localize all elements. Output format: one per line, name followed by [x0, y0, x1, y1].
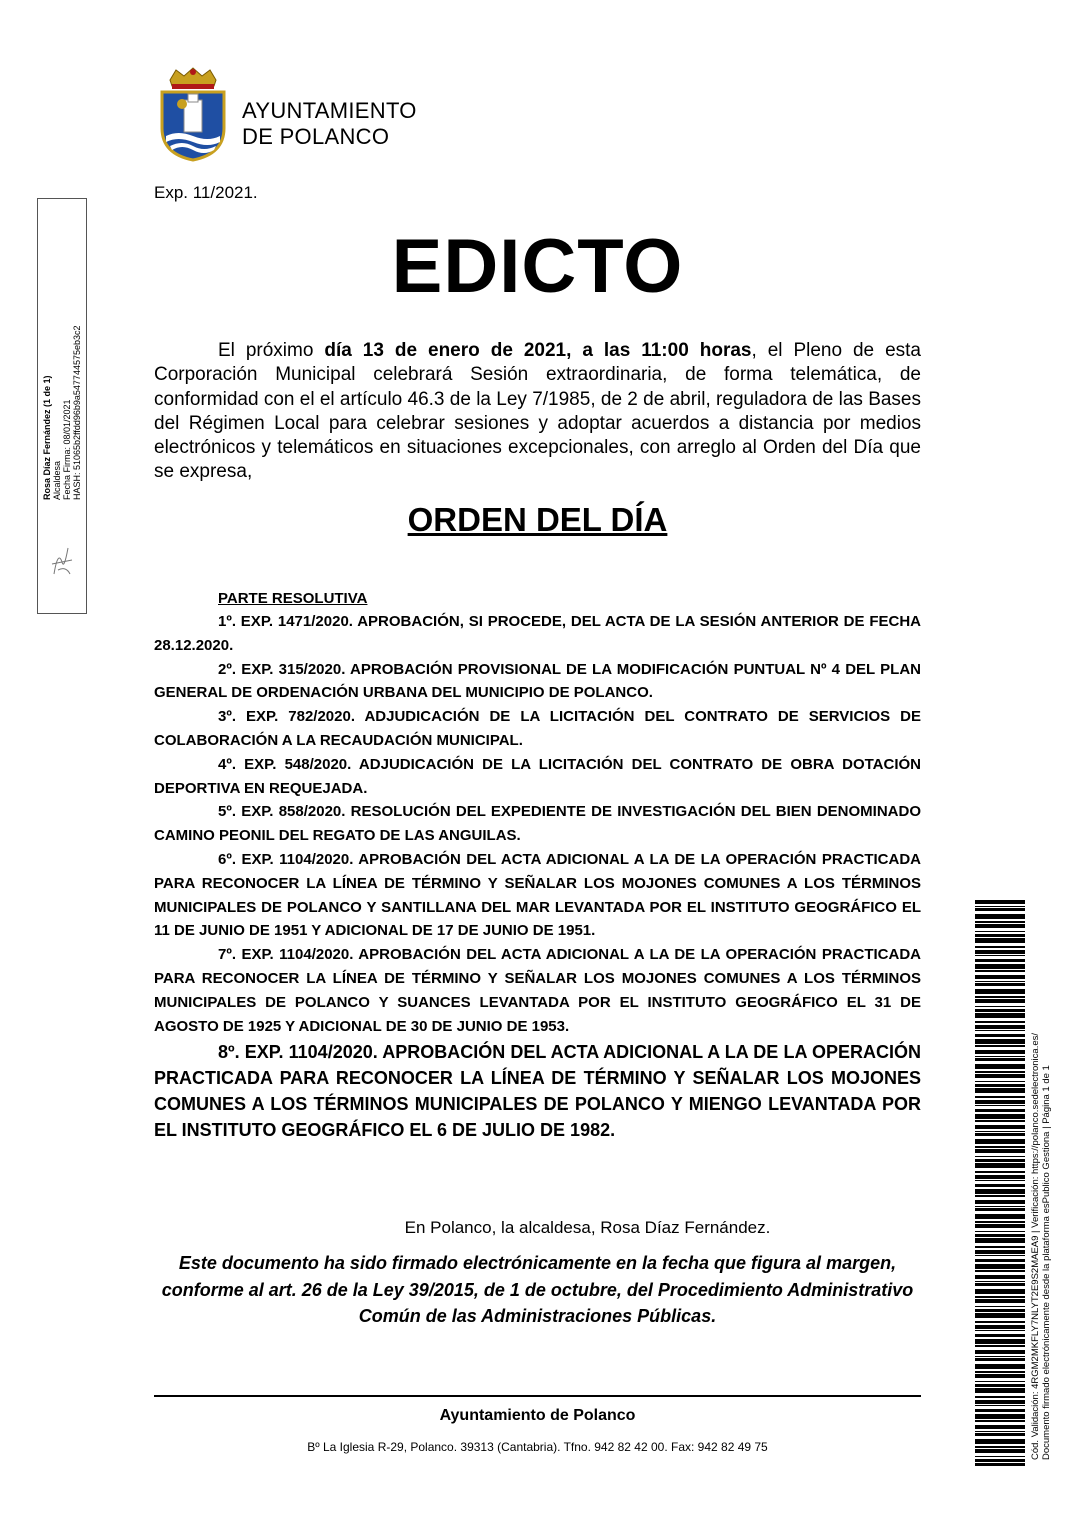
expediente-number: Exp. 11/2021. — [154, 183, 258, 202]
closing-signature-line: En Polanco, la alcaldesa, Rosa Díaz Fernández. — [404, 1218, 771, 1237]
barcode-icon — [975, 900, 1025, 1466]
agenda-item: 7º. EXP. 1104/2020. APROBACIÓN DEL ACTA ADICIONAL A LA DE LA OPERACIÓN PRACTICADA PARA RECONOCER LA LÍNEA DE TÉRMINO Y SEÑALAR LOS MOJONES COMUNES A LOS TÉRMINOS MUNICIPALES DE POLANCO Y SUANCES LEVANTADA POR EL INSTITUTO GEOGRÁFICO EL 31 DE AGOSTO DE 1925 Y ADICIONAL DE 30 DE JUNIO DE 1953. — [154, 946, 921, 1035]
signature-hash: HASH: 51065b2ffdd96b9a547744575eb3c2 — [72, 325, 82, 500]
agenda-list — [154, 588, 921, 1143]
electronic-signature-note: Este documento ha sido firmado electrónicamente en la fecha que figura al margen, conforme al art. 26 de la Ley 39/2015, de 1 de octubre, del Procedimiento Administrativo Común de las Administraciones Públicas. — [161, 1253, 914, 1326]
signer-name: Rosa Díaz Fernández (1 de 1) — [42, 375, 52, 500]
validation-platform: Documento firmado electrónicamente desde la plataforma esPublico Gestiona | Página 1 de 1 — [1041, 1065, 1052, 1460]
agenda-item: 1º. EXP. 1471/2020. APROBACIÓN, SI PROCEDE, DEL ACTA DE LA SESIÓN ANTERIOR DE FECHA 28.12.2020. — [154, 613, 921, 654]
signer-role: Alcaldesa — [52, 460, 62, 500]
handwritten-signature-icon — [48, 540, 76, 580]
coat-of-arms-icon — [158, 66, 228, 162]
signature-margin-text — [42, 326, 82, 501]
org-name-line1: AYUNTAMIENTO — [242, 98, 417, 123]
org-name-line2: DE POLANCO — [242, 124, 390, 149]
validation-code: Cód. Validación: 4RGM2MKFLY7NLYT2E9S2MAEA9 | Verificación: https://polanco.sedelectronica.es/ — [1030, 1032, 1041, 1460]
agenda-title: ORDEN DEL DÍA — [407, 501, 668, 538]
footer-divider — [154, 1395, 921, 1397]
signature-date: Fecha Firma: 08/01/2021 — [62, 399, 72, 500]
footer-organization: Ayuntamiento de Polanco — [439, 1407, 636, 1424]
intro-session-date: día 13 de enero de 2021, a las 11:00 horas — [324, 340, 752, 361]
agenda-item: 8º. EXP. 1104/2020. APROBACIÓN DEL ACTA ADICIONAL A LA DE LA OPERACIÓN PRACTICADA PARA RECONOCER LA LÍNEA DE TÉRMINO Y SEÑALAR LOS MOJONES COMUNES A LOS TÉRMINOS MUNICIPALES DE POLANCO Y MIENGO LEVANTADA POR EL INSTITUTO GEOGRÁFICO EL 6 DE JULIO DE 1982. — [154, 1042, 921, 1141]
agenda-item: 5º. EXP. 858/2020. RESOLUCIÓN DEL EXPEDIENTE DE INVESTIGACIÓN DEL BIEN DENOMINADO CAMINO PEONIL DEL REGATO DE LAS ANGUILAS. — [154, 803, 921, 845]
intro-text-before: El próximo — [218, 340, 325, 361]
agenda-item: 3º. EXP. 782/2020. ADJUDICACIÓN DE LA LICITACIÓN DEL CONTRATO DE SERVICIOS DE COLABORACIÓN A LA RECAUDACIÓN MUNICIPAL. — [154, 708, 921, 749]
agenda-item: 6º. EXP. 1104/2020. APROBACIÓN DEL ACTA ADICIONAL A LA DE LA OPERACIÓN PRACTICADA PARA RECONOCER LA LÍNEA DE TÉRMINO Y SEÑALAR LOS MOJONES COMUNES A LOS TÉRMINOS MUNICIPALES DE POLANCO Y SANTILLANA DEL MAR LEVANTADA POR EL INSTITUTO GEOGRÁFICO EL 11 DE JUNIO DE 1951 Y ADICIONAL DE 17 DE JUNIO DE 1951. — [154, 850, 921, 940]
agenda-item: 4º. EXP. 548/2020. ADJUDICACIÓN DE LA LICITACIÓN DEL CONTRATO DE OBRA DOTACIÓN DEPORTIVA EN REQUEJADA. — [154, 755, 921, 797]
organization-name — [242, 98, 417, 150]
document-title: EDICTO — [391, 224, 684, 309]
agenda-item: 2º. EXP. 315/2020. APROBACIÓN PROVISIONAL DE LA MODIFICACIÓN PUNTUAL Nº 4 DEL PLAN GENERAL DE ORDENACIÓN URBANA DEL MUNICIPIO DE POLANCO. — [154, 660, 921, 702]
intro-text-after: , el Pleno de esta Corporación Municipal celebrará Sesión extraordinaria, de forma telemática, de conformidad con el el artículo 46.3 de la Ley 7/1985, de 2 de abril, reguladora de las Bases del Régimen Local para celebrar sesiones y adoptar acuerdos a distancia por medios electrónicos y telemáticos en situaciones excepcionales, con arreglo al Orden del Día que se expresa, — [154, 340, 921, 483]
intro-paragraph — [154, 339, 921, 485]
footer-address: Bº La Iglesia R-29, Polanco. 39313 (Cantabria). Tfno. 942 82 42 00. Fax: 942 82 49 75 — [307, 1440, 768, 1454]
agenda-section-title: PARTE RESOLUTIVA — [218, 590, 368, 607]
validation-margin-text — [1030, 1033, 1052, 1460]
